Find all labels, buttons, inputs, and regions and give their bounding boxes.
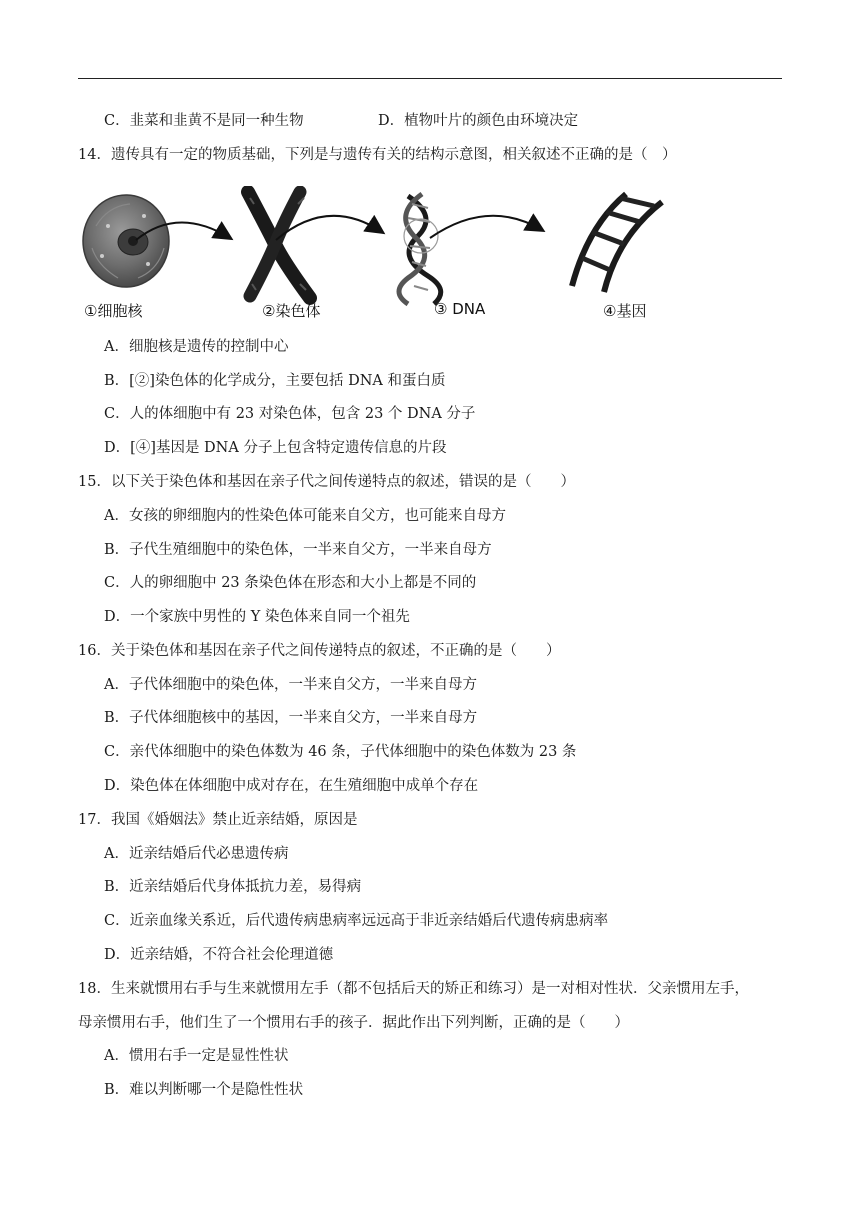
arrow-3 [430,216,542,238]
q17-option-c: C．近亲血缘关系近，后代遗传病患病率远远高于非近亲结婚后代遗传病患病率 [104,913,609,929]
gene-segment-icon [572,194,662,292]
q16-option-a: A．子代体细胞中的染色体，一半来自父方，一半来自母方 [104,677,477,693]
q15-option-a: A．女孩的卵细胞内的性染色体可能来自父方，也可能来自母方 [104,508,506,524]
q15-stem: 15．以下关于染色体和基因在亲子代之间传递特点的叙述，错误的是（ ） [78,474,575,490]
q16-option-b: B．子代体细胞核中的基因，一半来自父方，一半来自母方 [104,710,478,726]
q16-stem: 16．关于染色体和基因在亲子代之间传递特点的叙述，不正确的是（ ） [78,643,561,659]
q18-stem-line-1: 18．生来就惯用右手与生来就惯用左手（都不包括后天的矫正和练习）是一对相对性状．父亲惯用左手， [78,981,749,997]
q14-stem: 14．遗传具有一定的物质基础，下列是与遗传有关的结构示意图，相关叙述不正确的是（ ） [78,147,677,163]
chromosome-icon [248,192,310,298]
q17-option-a: A．近亲结婚后代必患遗传病 [104,846,289,862]
q14-option-a: A．细胞核是遗传的控制中心 [104,339,289,355]
figure-label-3: ③ DNA [434,300,486,318]
q16-option-d: D．染色体在体细胞中成对存在，在生殖细胞中成单个存在 [104,778,479,794]
q15-option-c: C．人的卵细胞中 23 条染色体在形态和大小上都是不同的 [104,575,477,591]
q17-stem: 17．我国《婚姻法》禁止近亲结婚，原因是 [78,812,358,828]
figure-label-2: ②染色体 [262,302,321,320]
q14-figure-drawing [78,186,678,326]
q13-options-row [104,111,784,131]
dna-helix-icon [399,194,441,304]
q13-option-d: D．植物叶片的颜色由环境决定 [378,113,579,129]
q15-option-d: D．一个家族中男性的 Y 染色体来自同一个祖先 [104,609,410,625]
q13-option-c: C．韭菜和韭黄不是同一种生物 [104,113,304,129]
figure-label-4: ④基因 [603,302,647,320]
q18-option-b: B．难以判断哪一个是隐性性状 [104,1082,304,1098]
q14-option-b: B．[②]染色体的化学成分，主要包括 DNA 和蛋白质 [104,373,446,389]
header-rule [78,78,782,79]
q15-option-b: B．子代生殖细胞中的染色体，一半来自父方，一半来自母方 [104,542,492,558]
q18-option-a: A．惯用右手一定是显性性状 [104,1048,289,1064]
q17-option-b: B．近亲结婚后代身体抵抗力差，易得病 [104,879,362,895]
q14-option-c: C．人的体细胞中有 23 对染色体，包含 23 个 DNA 分子 [104,406,476,422]
q14-option-d: D．[④]基因是 DNA 分子上包含特定遗传信息的片段 [104,440,447,456]
q17-option-d: D．近亲结婚，不符合社会伦理道德 [104,947,334,963]
cell-nucleus-icon [83,195,169,287]
q18-stem-line-2: 母亲惯用右手，他们生了一个惯用右手的孩子．据此作出下列判断，正确的是（ ） [78,1015,629,1031]
figure-label-1: ①细胞核 [84,302,143,320]
q16-option-c: C．亲代体细胞中的染色体数为 46 条，子代体细胞中的染色体数为 23 条 [104,744,577,760]
q14-figure [78,186,678,326]
